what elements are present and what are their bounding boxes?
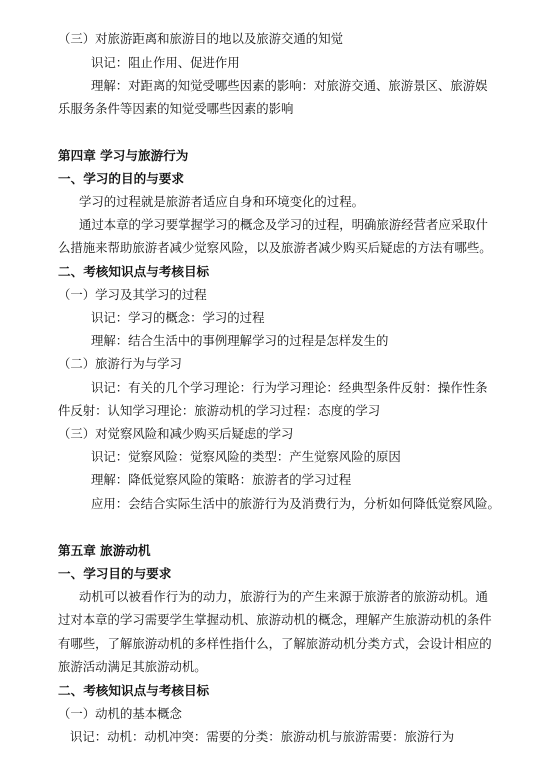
text-line: 有哪些，了解旅游动机的多样性指什么，了解旅游动机分类方式，会设计相应的 (58, 636, 492, 651)
section-title: 一、学习目的与要求 (58, 566, 172, 581)
text-line: 通过本章的学习要掌握学习的概念及学习的过程，明确旅游经营者应采取什 (79, 217, 488, 232)
section-heading: （三）对旅游距离和旅游目的地以及旅游交通的知觉 (58, 31, 343, 46)
text-line: 过对本章的学习需要学生掌握动机、旅游动机的概念，理解产生旅游动机的条件 (58, 612, 492, 627)
text-line: 么措施来帮助旅游者减少觉察风险，以及旅游者减少购买后疑虑的方法有哪些。 (58, 240, 492, 255)
text-line: 应用：会结合实际生活中的旅游行为及消费行为，分析如何降低觉察风险。 (91, 496, 500, 511)
text-line: 识记：阻止作用、促进作用 (91, 55, 240, 70)
text-line: 件反射：认知学习理论：旅游动机的学习过程：态度的学习 (58, 403, 381, 418)
section-heading: （二）旅游行为与学习 (58, 356, 182, 371)
text-line: 理解：对距离的知觉受哪些因素的影响：对旅游交通、旅游景区、旅游娱 (91, 78, 488, 93)
section-title: 二、考核知识点与考核目标 (58, 264, 210, 279)
text-line: 识记：学习的概念：学习的过程 (91, 310, 265, 325)
text-line: 理解：降低觉察风险的策略：旅游者的学习过程 (91, 472, 352, 487)
text-line: 旅游活动满足其旅游动机。 (58, 659, 207, 674)
section-title: 二、考核知识点与考核目标 (58, 683, 210, 698)
text-line: 学习的过程就是旅游者适应自身和环境变化的过程。 (79, 194, 364, 209)
text-line: 识记：有关的几个学习理论：行为学习理论：经典型条件反射：操作性条 (91, 380, 488, 395)
text-line: 动机可以被看作行为的动力，旅游行为的产生来源于旅游者的旅游动机。通 (79, 589, 488, 604)
text-line: 理解：结合生活中的事例理解学习的过程是怎样发生的 (91, 333, 389, 348)
section-heading: （一）学习及其学习的过程 (58, 287, 207, 302)
section-heading: （一）动机的基本概念 (58, 706, 182, 721)
text-line: 识记：觉察风险：觉察风险的类型：产生觉察风险的原因 (91, 449, 401, 464)
section-title: 一、学习的目的与要求 (58, 171, 184, 186)
section-heading: （三）对觉察风险和减少购买后疑虑的学习 (58, 426, 294, 441)
chapter-title: 第四章 学习与旅游行为 (58, 148, 189, 163)
text-line: 乐服务条件等因素的知觉受哪些因素的影响 (58, 101, 294, 116)
chapter-title: 第五章 旅游动机 (58, 543, 151, 558)
text-line: 识记：动机：动机冲突：需要的分类：旅游动机与旅游需要：旅游行为 (70, 729, 455, 744)
